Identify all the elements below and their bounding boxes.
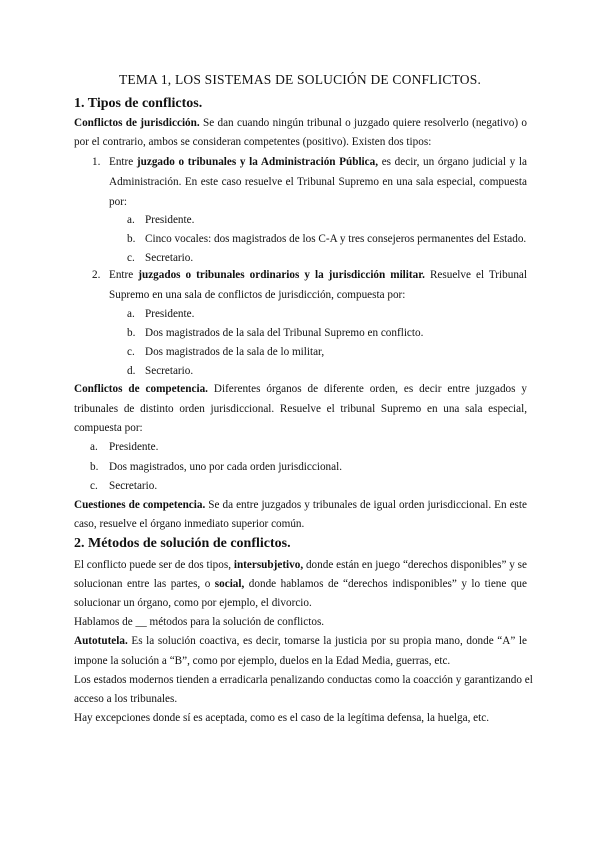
- paragraph-line: [74, 558, 527, 572]
- sub-item: Secretario.: [145, 365, 194, 377]
- list-item: [109, 268, 527, 282]
- text: donde están en juego “derechos disponibles” y se: [303, 559, 527, 571]
- sub-marker: a.: [90, 441, 98, 453]
- term: juzgado o tribunales y la Administración Pública,: [136, 156, 379, 168]
- term: juzgados o tribunales ordinarios y la jurisdicción militar.: [138, 269, 425, 281]
- list-item: [109, 155, 527, 169]
- paragraph-line: impone la solución a “B”, como por ejemplo, duelos en la Edad Media, guerras, etc.: [74, 655, 451, 667]
- term-cuestiones-competencia: Cuestiones de competencia.: [74, 499, 206, 511]
- sub-marker: c.: [127, 346, 135, 358]
- sub-item: Dos magistrados de la sala del Tribunal Supremo en conflicto.: [145, 327, 424, 339]
- term-intersubjetivo: intersubjetivo,: [233, 559, 304, 571]
- term-conflictos-jurisdiccion: Conflictos de jurisdicción.: [74, 117, 200, 129]
- paragraph-line: Los estados modernos tienden a erradicarla penalizando conductas como la coacción y garantizando el: [74, 674, 533, 686]
- text: solucionan entre las partes, o: [74, 578, 215, 590]
- sub-item: Dos magistrados, uno por cada orden jurisdiccional.: [109, 461, 343, 473]
- paragraph-line: [74, 116, 527, 130]
- list-number: 2.: [92, 269, 101, 281]
- sub-marker: a.: [127, 308, 135, 320]
- text: El conflicto puede ser de dos tipos,: [74, 559, 234, 571]
- paragraph-line: Hay excepciones donde sí es aceptada, como es el caso de la legítima defensa, la huelga, etc.: [74, 712, 490, 724]
- text: Se dan cuando ningún tribunal o juzgado quiere resolverlo (negativo) o: [199, 117, 527, 129]
- sub-marker: c.: [127, 252, 135, 264]
- text: Resuelve el Tribunal: [424, 269, 527, 281]
- paragraph-line: Hablamos de __ métodos para la solución de conflictos.: [74, 616, 325, 628]
- sub-item: Dos magistrados de la sala de lo militar,: [145, 346, 325, 358]
- sub-marker: a.: [127, 214, 135, 226]
- text: Entre: [109, 156, 137, 168]
- paragraph-line: tribunales de distinto orden jurisdiccional. Resuelve el tribunal Supremo en una sala especial,: [74, 403, 527, 415]
- sub-marker: b.: [90, 461, 99, 473]
- text: Entre: [109, 269, 139, 281]
- paragraph-line: [74, 577, 527, 591]
- list-number: 1.: [92, 156, 101, 168]
- list-item-line: Supremo en una sala de conflictos de jurisdicción, compuesta por:: [109, 289, 406, 301]
- text: Es la solución coactiva, es decir, tomarse la justicia por su propia mano, donde “A” le: [127, 635, 527, 647]
- document-title: TEMA 1, LOS SISTEMAS DE SOLUCIÓN DE CONFLICTOS.: [118, 72, 482, 87]
- text: Diferentes órganos de diferente orden, es decir entre juzgados y: [207, 383, 528, 395]
- text: donde hablamos de “derechos indisponibles” y lo tiene que: [244, 578, 527, 590]
- sub-item: Cinco vocales: dos magistrados de los C-A y tres consejeros permanentes del Estado.: [145, 233, 527, 245]
- sub-marker: b.: [127, 233, 136, 245]
- paragraph-line: compuesta por:: [74, 422, 143, 434]
- text: Se da entre juzgados y tribunales de igual orden jurisdiccional. En este: [205, 499, 527, 511]
- paragraph-line: caso, resuelve el órgano inmediato superior común.: [74, 518, 305, 530]
- term-social: social,: [214, 578, 245, 590]
- term-conflictos-competencia: Conflictos de competencia.: [74, 383, 208, 395]
- list-item-line: por:: [109, 196, 128, 208]
- text: es decir, un órgano judicial y la: [378, 156, 527, 168]
- sub-item: Presidente.: [145, 308, 195, 320]
- sub-marker: b.: [127, 327, 136, 339]
- sub-marker: d.: [127, 365, 136, 377]
- sub-item: Secretario.: [109, 480, 158, 492]
- paragraph-line: solucionar un órgano, como por ejemplo, el divorcio.: [74, 597, 312, 609]
- sub-item: Secretario.: [145, 252, 194, 264]
- sub-marker: c.: [90, 480, 98, 492]
- section-heading-metodos: 2. Métodos de solución de conflictos.: [74, 536, 291, 551]
- sub-item: Presidente.: [109, 441, 159, 453]
- paragraph-line: acceso a los tribunales.: [74, 693, 178, 705]
- paragraph-line: por el contrario, ambos se consideran competentes (positivo). Existen dos tipos:: [74, 136, 432, 148]
- paragraph-line: [74, 634, 527, 648]
- paragraph-line: [74, 498, 527, 512]
- term-autotutela: Autotutela.: [74, 635, 128, 647]
- sub-item: Presidente.: [145, 214, 195, 226]
- list-item-line: Administración. En este caso resuelve el Tribunal Supremo en una sala especial, compuesta: [109, 176, 527, 188]
- section-heading-tipos: 1. Tipos de conflictos.: [74, 96, 203, 111]
- paragraph-line: [74, 382, 527, 396]
